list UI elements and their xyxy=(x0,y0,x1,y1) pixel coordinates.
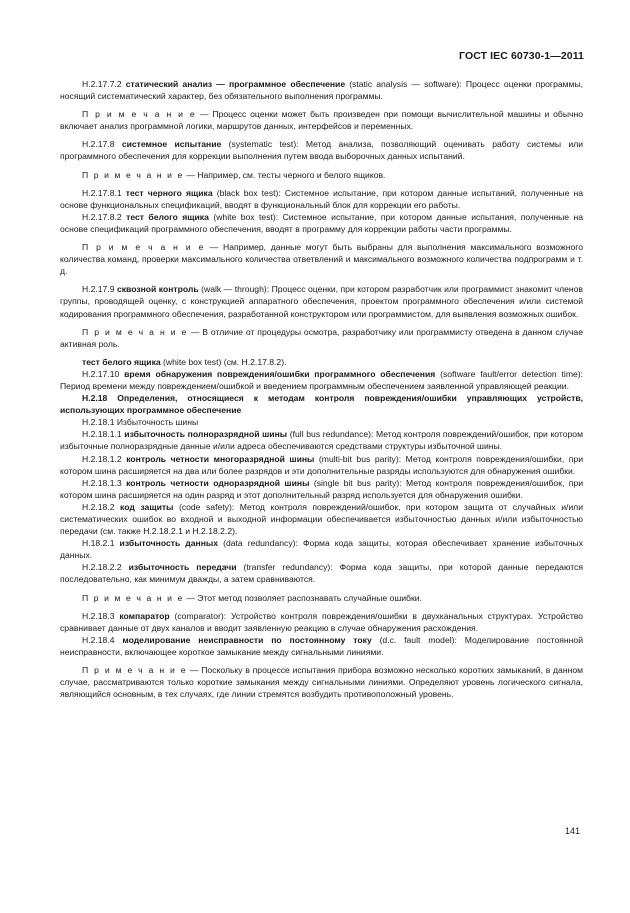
paragraph-h2-17-9 xyxy=(60,283,583,319)
paragraph-h2-17-8 xyxy=(60,138,583,162)
clause-number: H.2.18.1.2 xyxy=(82,453,127,464)
paragraph-h18-2-1 xyxy=(60,537,583,561)
definition: (data redundancy): Форма кода защиты, которая обеспечивает хранение избыточных данных. xyxy=(60,538,584,561)
definition: (white box test) (см. H.2.17.8.2). xyxy=(160,356,287,367)
term: время обнаружения повреждения/ошибки программного обеспечения xyxy=(124,368,436,379)
definition: (transfer redundancy): Форма кода защиты, при которой данные передаются последовательно, как минимум дважды, а затем сравниваются. xyxy=(60,562,583,585)
section-heading-h2-18 xyxy=(60,392,583,416)
definition: (code safety): Метод контроля повреждений/ошибок, при котором защита от случайных и/или систематических ошибок во входной и выходной информации обеспечивается избыточностью данных и/или избыточностью передачи (см. также H.2.18.2.1 и H.2.18.2.2). xyxy=(60,501,583,537)
term: избыточность данных xyxy=(119,538,219,549)
definition: (walk — through): Процесс оценки, при котором разработчик или программист знакомит членов группы, проводящей оценку, с конструкцией аппаратного обеспечения, проектом программного обеспечения и/или системой кодирования программного обеспечения, разработанной конструктором или программистом, для выявления возможных ошибок. xyxy=(60,284,583,319)
definition: (software fault/error detection time): Период времени между повреждением/ошибкой и введением программным обеспечением заявленной управляющей реакции. xyxy=(60,368,584,391)
clause-number: H.2.18.2.2 xyxy=(82,562,129,573)
term: контроль четности многоразрядной шины xyxy=(126,453,315,464)
note xyxy=(60,108,583,132)
paragraph-h2-17-8-2 xyxy=(60,211,583,235)
note-label: П р и м е ч а н и е xyxy=(82,242,205,253)
definition: (d.c. fault model): Моделирование постоянной неисправности, включающее короткое замыкание между сигнальными линиями. xyxy=(60,634,583,657)
note-label: П р и м е ч а н и е xyxy=(82,109,197,120)
clause-number: H.2.18.2 xyxy=(82,501,121,512)
term: системное испытание xyxy=(121,139,222,150)
clause-number: H.2.17.8.1 xyxy=(82,187,126,198)
clause-number: H.2.18.3 xyxy=(82,610,120,621)
clause-number: H.2.17.7.2 xyxy=(82,79,126,89)
definition: (static analysis — software): Процесс оценки программы, носящий систематический характер, без обязательного выполнения программы. xyxy=(60,79,584,102)
clause-number: H.18.2.1 xyxy=(82,538,120,549)
definition: (systematic test): Метод анализа, позволяющий оценивать работу системы или программного обеспечения для коррекции выполнения путем ввода выборочных данных испытаний. xyxy=(60,139,584,162)
term: код защиты xyxy=(120,501,174,512)
definition: (full bus redundance): Метод контроля повреждений/ошибок, при котором избыточные полноразрядные данные и/или адреса обеспечиваются средствами структуры избыточной шины. xyxy=(60,429,583,452)
definition: (multi-bit bus parity): Метод контроля повреждения/ошибки, при котором шина расширяется на два или более разрядов и эти дополнительные разряды используются для обнаружения ошибки. xyxy=(60,453,583,476)
clause-number: H.2.17.8.2 xyxy=(82,211,127,222)
standard-header: ГОСТ IEC 60730-1—2011 xyxy=(459,50,584,62)
note-text: — Например, см. тесты черного и белого ящиков. xyxy=(183,169,386,180)
note-text: — В отличие от процедуры осмотра, разработчику или программисту отведена в данном случае активная роль. xyxy=(60,326,583,349)
clause-number: H.2.17.10 xyxy=(82,368,125,379)
definition: (comparator): Устройство контроля повреждения/ошибки в двухканальных структурах. Устройство сравнивает данные от двух каналов и вводит заявленную реакцию в случае обнаружения расхождения. xyxy=(60,610,583,633)
note-text: — Процесс оценки может быть произведен при помощи вычислительной машины и обычно включает анализ программной логики, маршрутов данных, интерфейсов и переменных. xyxy=(60,109,583,132)
definition: (white box test): Системное испытание, при котором данные испытания, полученные на основе спецификаций программного обеспечения, вводят в программу для коррекции работы части программы. xyxy=(60,211,584,234)
term: контроль четности одноразрядной шины xyxy=(126,477,310,488)
note xyxy=(60,592,583,604)
note-label: П р и м е ч а н и е xyxy=(82,665,188,676)
paragraph-h2-18-1-3 xyxy=(60,477,583,501)
paragraph-h2-18-1-2 xyxy=(60,453,583,477)
paragraph-h2-18-2-2 xyxy=(60,561,583,585)
term: статический анализ — программное обеспечение xyxy=(125,79,346,89)
term: сквозной контроль xyxy=(116,284,199,295)
clause-number: H.2.18.4 xyxy=(82,634,123,645)
paragraph-h2-18-3 xyxy=(60,610,583,634)
paragraph-h2-18-4 xyxy=(60,634,583,658)
paragraph-h2-18-2 xyxy=(60,501,583,537)
term: тест белого ящика xyxy=(126,211,209,222)
definition: (black box test): Системное испытание, при котором данные испытаний, полученные на основе функциональных спецификаций, вводят в функциональный блок для коррекции его работы. xyxy=(60,187,583,210)
note-label: П р и м е ч а н и е xyxy=(82,326,189,337)
term: компаратор xyxy=(119,610,170,621)
note-text: — Этот метод позволяет распознавать случайные ошибки. xyxy=(183,592,422,603)
subsection-heading: H.2.18.1 Избыточность шины xyxy=(82,417,199,428)
clause-number: H.2.18.1.3 xyxy=(82,477,127,488)
note xyxy=(60,241,583,277)
paragraph-h2-18-1-1 xyxy=(60,428,583,452)
definition: (single bit bus parity): Метод контроля повреждения/ошибок, при котором шина расширяется на один разряд и этот дополнительный разряд используется для обнаружения ошибки. xyxy=(60,477,584,500)
note-text: — Например, данные могут быть выбраны для выполнения максимального возможного количества команд, проверки максимального количества ответвлений и максимального возможного количества подпрограмм и т. д. xyxy=(60,242,583,277)
page-number: 141 xyxy=(565,826,581,836)
term: тест черного ящика xyxy=(125,187,213,198)
paragraph-h2-17-10 xyxy=(60,368,583,392)
paragraph-h2-17-7-2 xyxy=(60,78,583,102)
clause-number: H.2.18.1.1 xyxy=(82,429,125,440)
term: избыточность передачи xyxy=(128,562,237,573)
section-heading: H.2.18 Определения, относящиеся к методам контроля повреждения/ошибки управляющих устройств, использующих программное обеспечение xyxy=(60,393,583,416)
document-body xyxy=(60,78,583,700)
note-label: П р и м е ч а н и е xyxy=(82,592,184,603)
term: избыточность полноразрядной шины xyxy=(124,429,288,440)
note-text: — Поскольку в процессе испытания прибора возможно несколько коротких замыканий, в данном случае, рассматриваются только короткие замыкания между сигнальными линиями. Определяют уровень логического сигнала, являющийся основным, в тех случаях, где линии стремятся возбудить противоположный уровень. xyxy=(60,665,584,700)
term: тест белого ящика xyxy=(82,356,161,367)
note xyxy=(60,169,583,181)
paragraph-h2-17-8-1 xyxy=(60,187,583,211)
cross-reference xyxy=(60,356,583,368)
term: моделирование неисправности по постоянному току xyxy=(122,634,372,645)
note xyxy=(60,326,583,350)
note-label: П р и м е ч а н и е xyxy=(82,169,184,180)
clause-number: H.2.17.9 xyxy=(82,284,117,295)
clause-number: H.2.17.8 xyxy=(82,139,122,150)
note xyxy=(60,664,583,700)
